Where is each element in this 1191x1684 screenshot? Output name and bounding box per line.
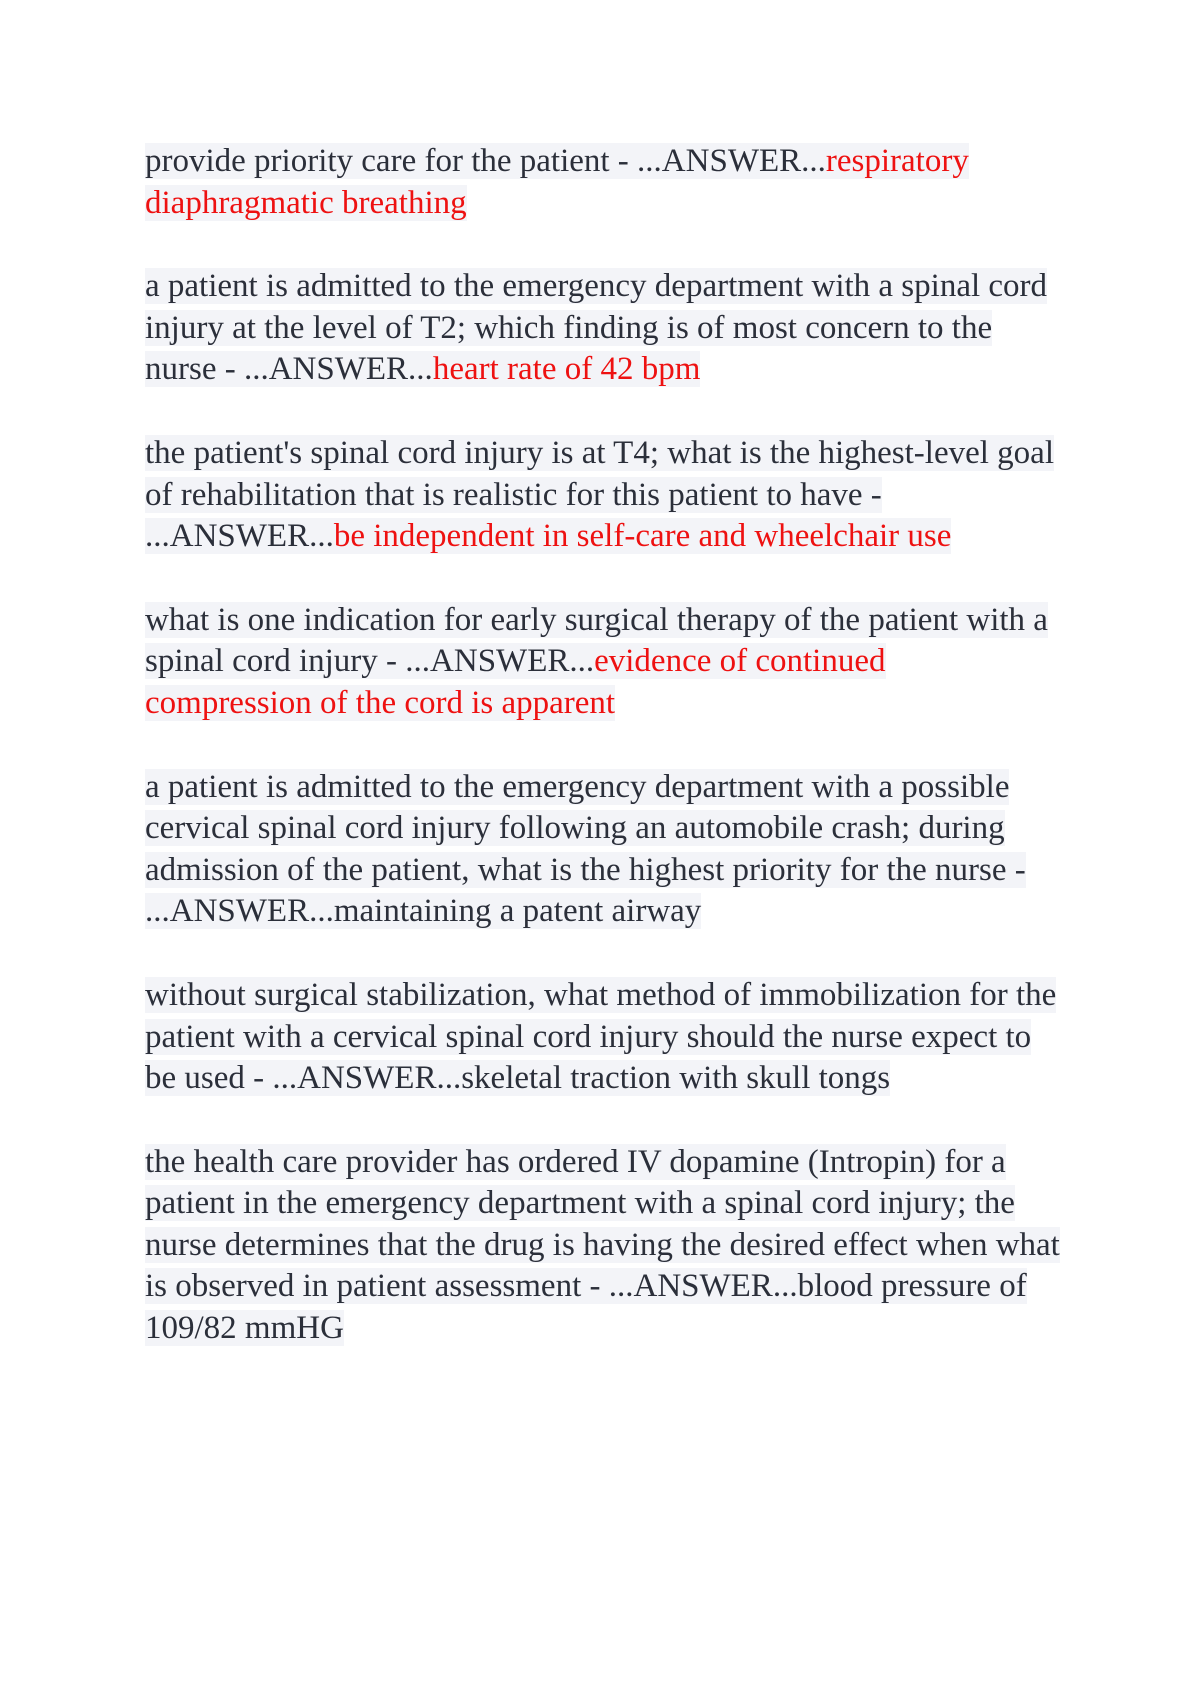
answer-text: heart rate of 42 bpm [432, 351, 701, 388]
answer-text: skeletal traction with skull tongs [461, 1060, 891, 1097]
qa-item-5 [145, 767, 1060, 933]
answer-text: maintaining a patent airway [333, 893, 702, 930]
answer-text: be independent in self-care and wheelchair use [333, 518, 952, 555]
question-text: without surgical stabilization, what method of immobilization for the patient with a cervical spinal cord injury should the nurse expect to be used - ...ANSWER... [145, 976, 1057, 1097]
question-text: what is one indication for early surgical therapy of the patient with a spinal cord injury - ...ANSWER... [145, 601, 1048, 680]
question-text: the patient's spinal cord injury is at T4; what is the highest-level goal of rehabilitation that is realistic for this patient to have - ...ANSWER... [145, 434, 1054, 555]
answer-text: respiratory diaphragmatic breathing [145, 143, 969, 221]
qa-item-4 [145, 600, 1060, 725]
qa-item-1 [145, 141, 1060, 224]
document-page [145, 141, 1060, 1392]
question-text: a patient is admitted to the emergency department with a spinal cord injury at the level of T2; which finding is of most concern to the nurse - ...ANSWER... [145, 268, 1048, 388]
question-text: a patient is admitted to the emergency department with a possible cervical spinal cord injury following an automobile crash; during admission of the patient, what is the highest priority for the nurse - ...ANSWER... [145, 768, 1026, 930]
qa-item-6 [145, 975, 1060, 1100]
answer-text: evidence of continued compression of the cord is apparent [145, 643, 886, 721]
qa-item-3 [145, 433, 1060, 558]
question-text: the health care provider has ordered IV dopamine (Intropin) for a patient in the emergency department with a spinal cord injury; the nurse determines that the drug is having the desired effect when what is observed in patient assessment - ...ANSWER... [145, 1143, 1060, 1305]
qa-item-2 [145, 266, 1060, 391]
question-text: provide priority care for the patient - ...ANSWER... [145, 143, 826, 179]
qa-item-7 [145, 1142, 1060, 1350]
answer-text: blood pressure of 109/82 mmHG [145, 1268, 1027, 1347]
